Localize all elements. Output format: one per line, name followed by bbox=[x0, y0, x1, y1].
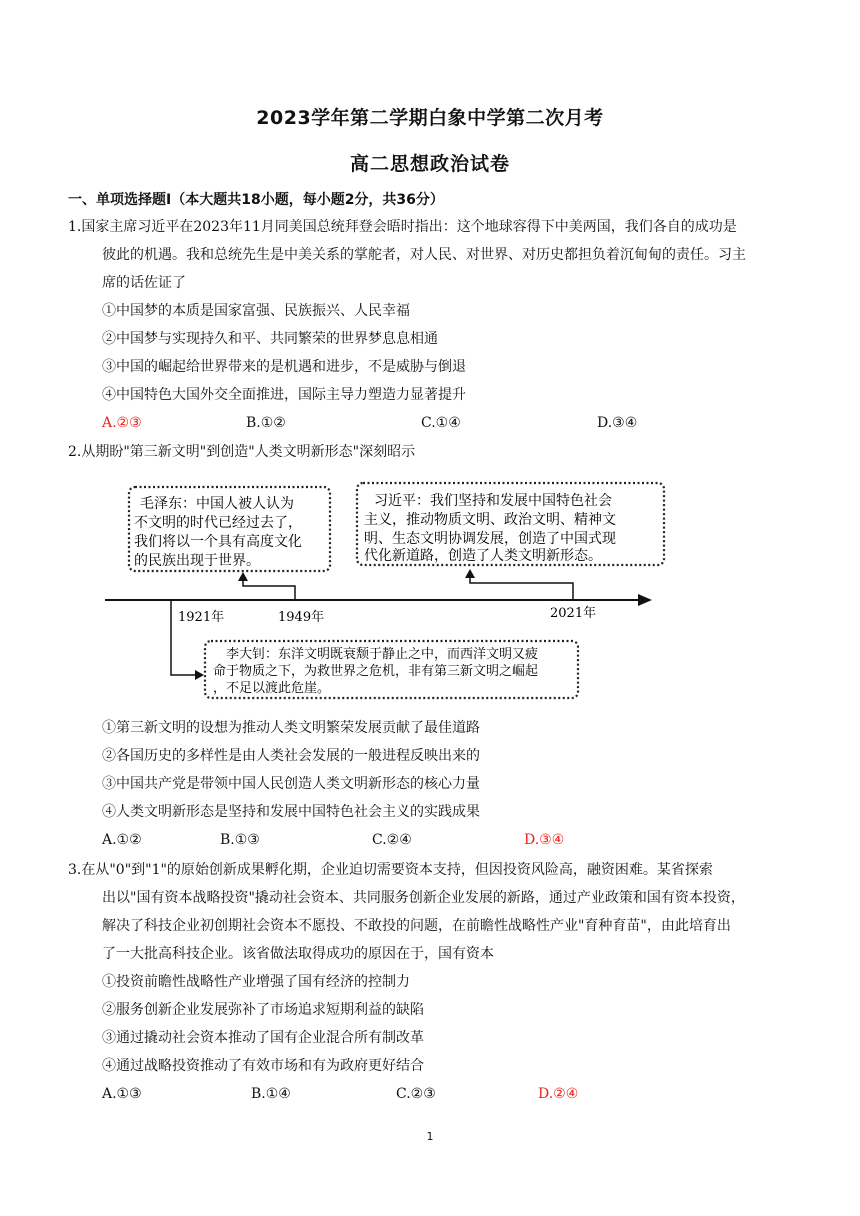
q1-statement: ③中国的崛起给世界带来的是机遇和进步，不是威胁与倒退 bbox=[102, 359, 466, 375]
q3-option-b: B.①④ bbox=[251, 1086, 291, 1102]
year-1921-label: 1921年 bbox=[178, 610, 225, 625]
q1-option-d: D.③④ bbox=[597, 415, 638, 431]
q3-option-a: A.①③ bbox=[102, 1086, 142, 1102]
li-quote-line: 命于物质之下，为救世界之危机，非有第三新文明之崛起 bbox=[213, 664, 539, 679]
q3-stem-line: 解决了科技企业初创期社会资本不愿投、不敢投的问题，在前瞻性战略性产业"育种育苗"，由此培育出 bbox=[102, 918, 731, 934]
q1-option-b: B.①② bbox=[246, 415, 286, 431]
q3-stem-line: 出以"国有资本战略投资"撬动社会资本、共同服务创新企业发展的新路，通过产业政策和国有资本投资， bbox=[102, 890, 745, 906]
mao-quote-line: 的民族出现于世界。 bbox=[134, 553, 260, 569]
exam-title: 2023学年第二学期白象中学第二次月考 bbox=[256, 107, 604, 129]
q2-statement: ③中国共产党是带领中国人民创造人类文明新形态的核心力量 bbox=[102, 776, 480, 792]
xi-quote-line: 习近平：我们坚持和发展中国特色社会 bbox=[374, 493, 612, 509]
xi-quote-line: 代化新道路，创造了人类文明新形态。 bbox=[364, 548, 602, 564]
year-2021-label: 2021年 bbox=[550, 606, 597, 621]
mao-arrowhead bbox=[238, 572, 248, 581]
xi-quote-line: 明、生态文明协调发展，创造了中国式现 bbox=[364, 531, 616, 547]
q2-option-b: B.①③ bbox=[220, 832, 260, 848]
q3-option-c: C.②③ bbox=[396, 1086, 436, 1102]
q2-option-d: D.③④ bbox=[524, 832, 565, 848]
q2-statement: ④人类文明新形态是坚持和发展中国特色社会主义的实践成果 bbox=[102, 804, 480, 820]
li-quote-line: 李大钊：东洋文明既衰颓于静止之中，而西洋文明又疲 bbox=[226, 647, 539, 662]
timeline-arrowhead bbox=[638, 594, 652, 606]
page-number: 1 bbox=[426, 1130, 434, 1143]
q1-stem-line: 1.国家主席习近平在2023年11月同美国总统拜登会晤时指出：这个地球容得下中美两国，我们各自的成功是 bbox=[68, 219, 737, 235]
q2-option-a: A.①② bbox=[102, 832, 142, 848]
q1-statement: ④中国特色大国外交全面推进，国际主导力塑造力显著提升 bbox=[102, 387, 466, 403]
q1-stem-line: 席的话佐证了 bbox=[102, 275, 186, 291]
exam-subtitle: 高二思想政治试卷 bbox=[349, 153, 510, 175]
q3-stem-line: 了一大批高科技企业。该省做法取得成功的原因在于，国有资本 bbox=[102, 946, 494, 962]
xi-connector bbox=[470, 576, 573, 600]
q2-option-c: C.②④ bbox=[372, 832, 412, 848]
li-quote-line: ，不足以渡此危崖。 bbox=[213, 681, 331, 696]
mao-quote-line: 毛泽东：中国人被人认为 bbox=[140, 496, 294, 512]
q3-option-d: D.②④ bbox=[538, 1086, 579, 1102]
q3-statement: ③通过撬动社会资本推动了国有企业混合所有制改革 bbox=[102, 1030, 424, 1046]
q2-statement: ②各国历史的多样性是由人类社会发展的一般进程反映出来的 bbox=[102, 748, 480, 764]
xi-quote-line: 主义，推动物质文明、政治文明、精神文 bbox=[364, 512, 616, 528]
q1-stem-line: 彼此的机遇。我和总统先生是中美关系的掌舵者，对人民、对世界、对历史都担负着沉甸甸的责任。习主 bbox=[102, 247, 746, 263]
q3-statement: ②服务创新企业发展弥补了市场追求短期利益的缺陷 bbox=[102, 1002, 424, 1018]
q1-option-c: C.①④ bbox=[421, 415, 461, 431]
q2-statement: ①第三新文明的设想为推动人类文明繁荣发展贡献了最佳道路 bbox=[102, 720, 480, 736]
q3-statement: ①投资前瞻性战略性产业增强了国有经济的控制力 bbox=[102, 974, 410, 990]
mao-quote-line: 我们将以一个具有高度文化 bbox=[134, 534, 302, 550]
q1-statement: ①中国梦的本质是国家富强、民族振兴、人民幸福 bbox=[102, 303, 410, 319]
q3-stem-line: 3.在从"0"到"1"的原始创新成果孵化期，企业迫切需要资本支持，但因投资风险高，融资困难。某省探索 bbox=[68, 862, 713, 878]
mao-connector bbox=[243, 579, 295, 600]
xi-arrowhead bbox=[465, 569, 475, 578]
q3-statement: ④通过战略投资推动了有效市场和有为政府更好结合 bbox=[102, 1058, 424, 1074]
timeline-diagram bbox=[0, 475, 860, 715]
mao-quote-line: 不文明的时代已经过去了， bbox=[134, 515, 302, 531]
year-1949-label: 1949年 bbox=[278, 610, 325, 625]
section-heading: 一、单项选择题Ⅰ（本大题共18小题，每小题2分，共36分） bbox=[68, 192, 444, 208]
li-arrowhead bbox=[195, 670, 204, 680]
q2-stem: 2.从期盼"第三新文明"到创造"人类文明新形态"深刻昭示 bbox=[68, 444, 416, 460]
q1-option-a: A.②③ bbox=[102, 415, 142, 431]
q1-statement: ②中国梦与实现持久和平、共同繁荣的世界梦息息相通 bbox=[102, 331, 438, 347]
